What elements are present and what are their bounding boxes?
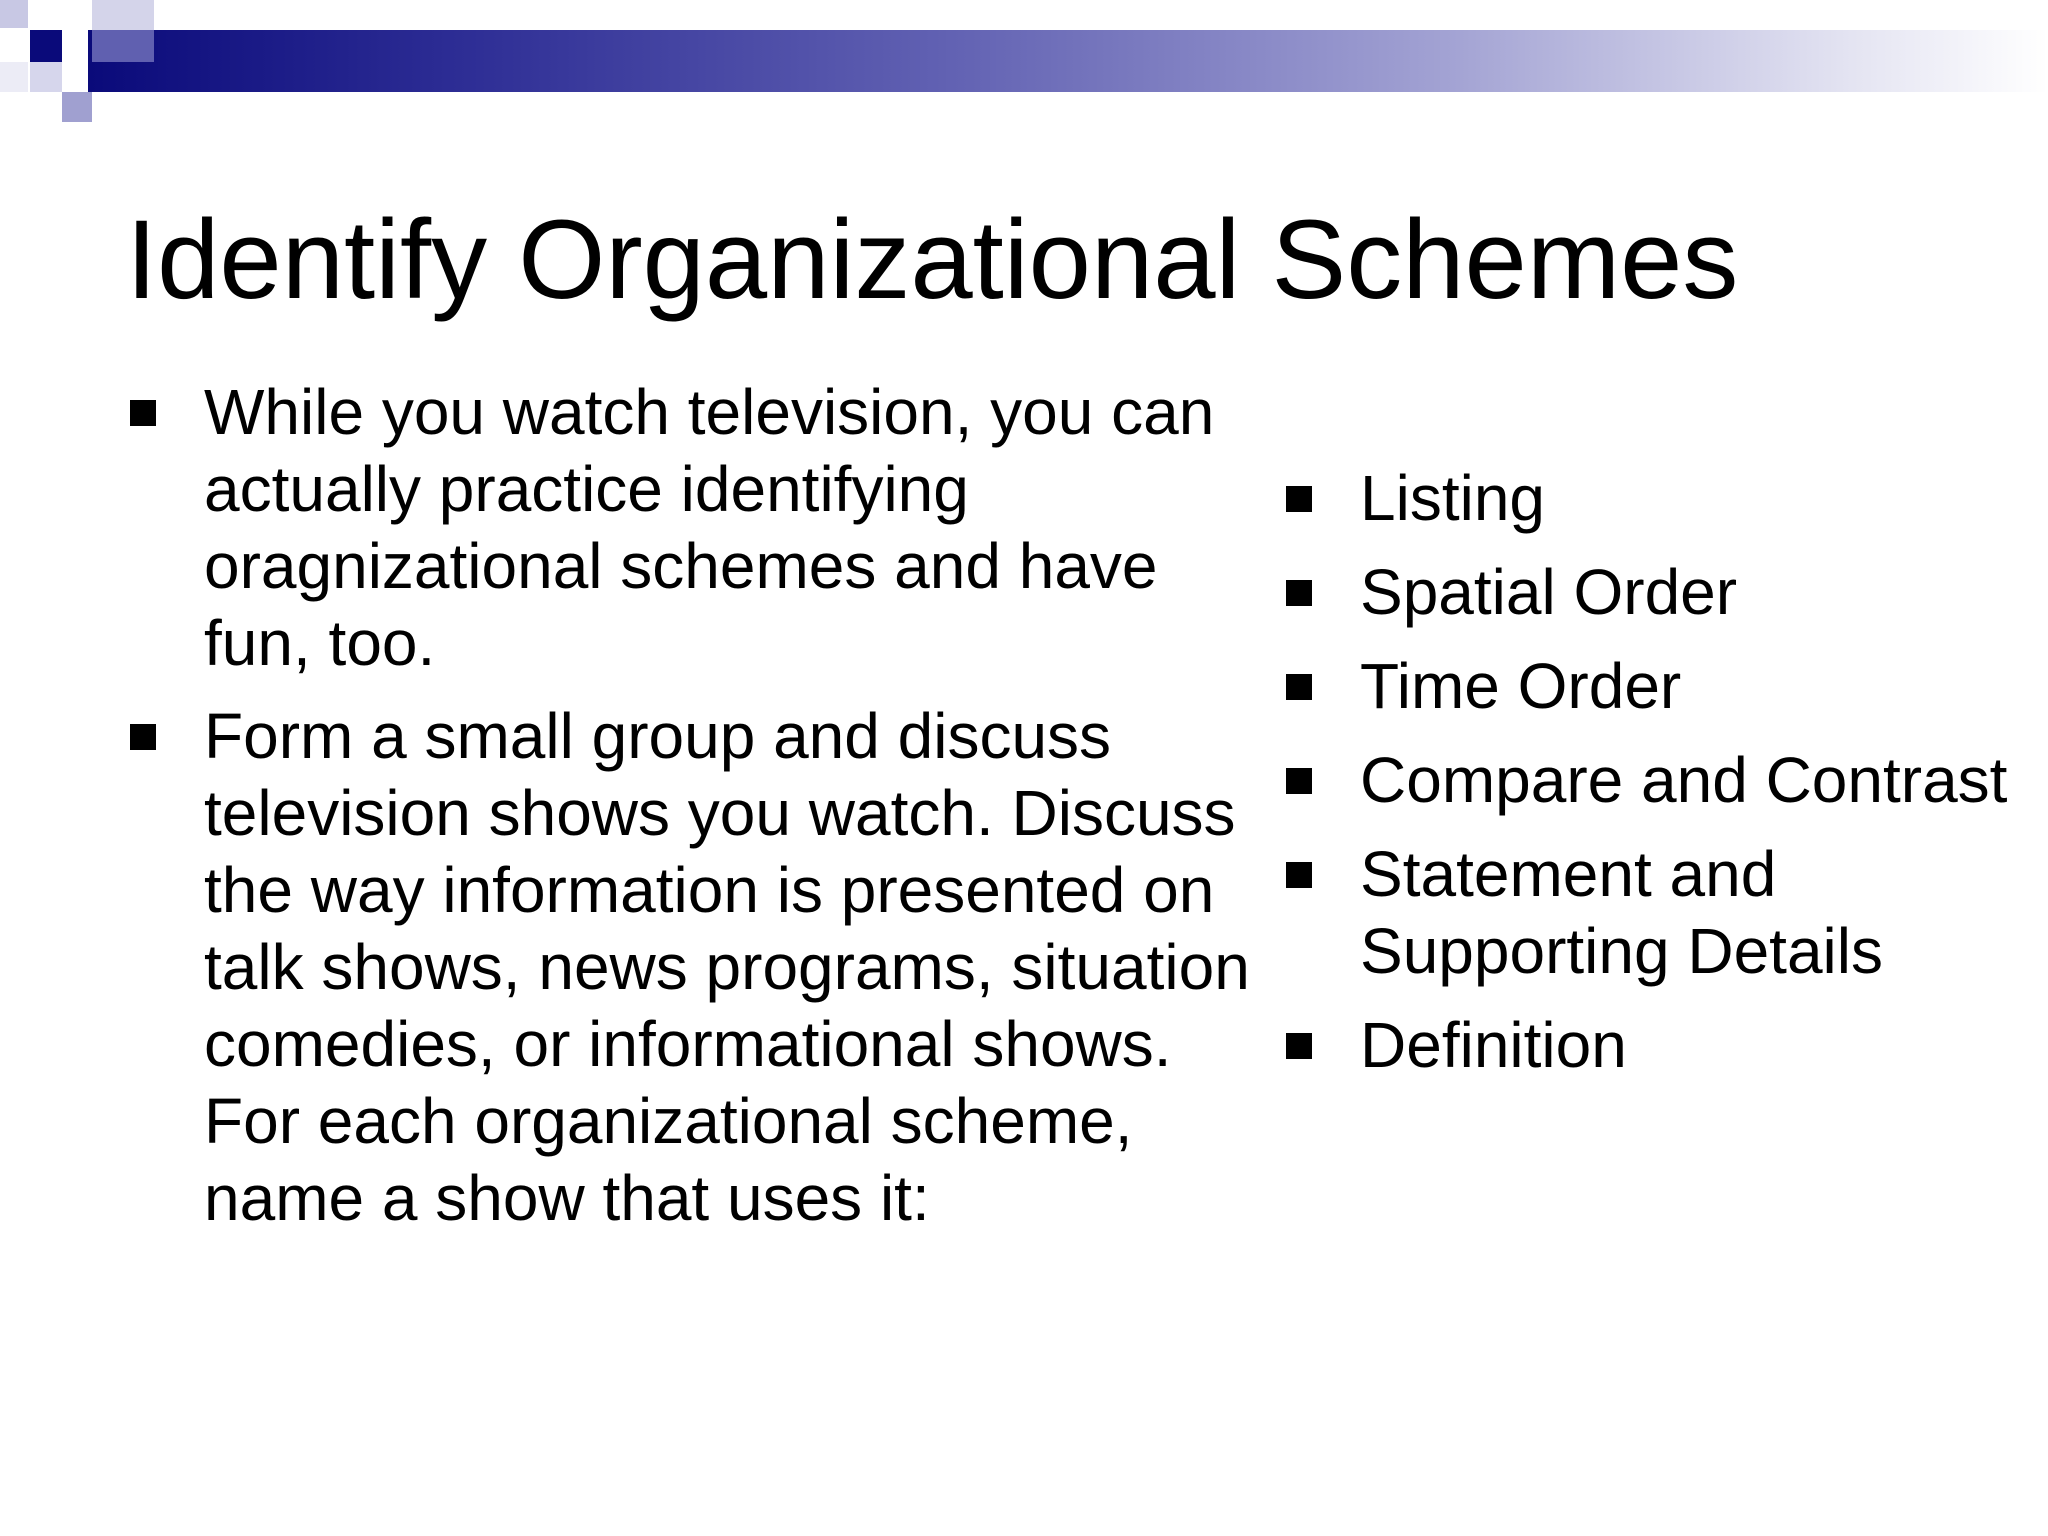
square-bullet-icon <box>1286 580 1312 606</box>
list-item <box>1284 554 2044 631</box>
list-item-text: Compare and Contrast <box>1360 744 2008 816</box>
decor-square <box>30 30 62 62</box>
left-bullet-list <box>128 374 1258 1237</box>
square-bullet-icon <box>1286 674 1312 700</box>
decor-square <box>92 0 154 30</box>
list-item-text: While you watch television, you can actually practice identifying oragnizational schemes and have fun, too. <box>204 376 1215 679</box>
decor-square <box>92 30 154 62</box>
list-item <box>128 374 1258 682</box>
list-item-text: Form a small group and discuss television shows you watch. Discuss the way information is presented on talk shows, news programs, situation comedies, or informational shows. For each organizational scheme, name a show that uses it: <box>204 700 1250 1234</box>
decor-square <box>62 92 92 122</box>
list-item-text: Definition <box>1360 1009 1627 1081</box>
list-item-text: Spatial Order <box>1360 556 1738 628</box>
right-bullet-list <box>1284 460 2044 1101</box>
decor-square <box>30 62 62 92</box>
list-item-text: Statement and Supporting Details <box>1360 838 1883 987</box>
square-bullet-icon <box>1286 862 1312 888</box>
square-bullet-icon <box>1286 768 1312 794</box>
square-bullet-icon <box>130 724 156 750</box>
list-item-text: Listing <box>1360 462 1545 534</box>
list-item <box>128 698 1258 1237</box>
slide-title: Identify Organizational Schemes <box>126 197 1739 322</box>
decor-square <box>0 0 28 28</box>
list-item <box>1284 836 2044 990</box>
list-item <box>1284 1007 2044 1084</box>
list-item <box>1284 460 2044 537</box>
square-bullet-icon <box>1286 486 1312 512</box>
list-item <box>1284 742 2044 819</box>
decor-square <box>0 62 28 92</box>
list-item-text: Time Order <box>1360 650 1682 722</box>
list-item <box>1284 648 2044 725</box>
square-bullet-icon <box>1286 1033 1312 1059</box>
square-bullet-icon <box>130 400 156 426</box>
header-gradient-bar <box>88 30 2048 92</box>
